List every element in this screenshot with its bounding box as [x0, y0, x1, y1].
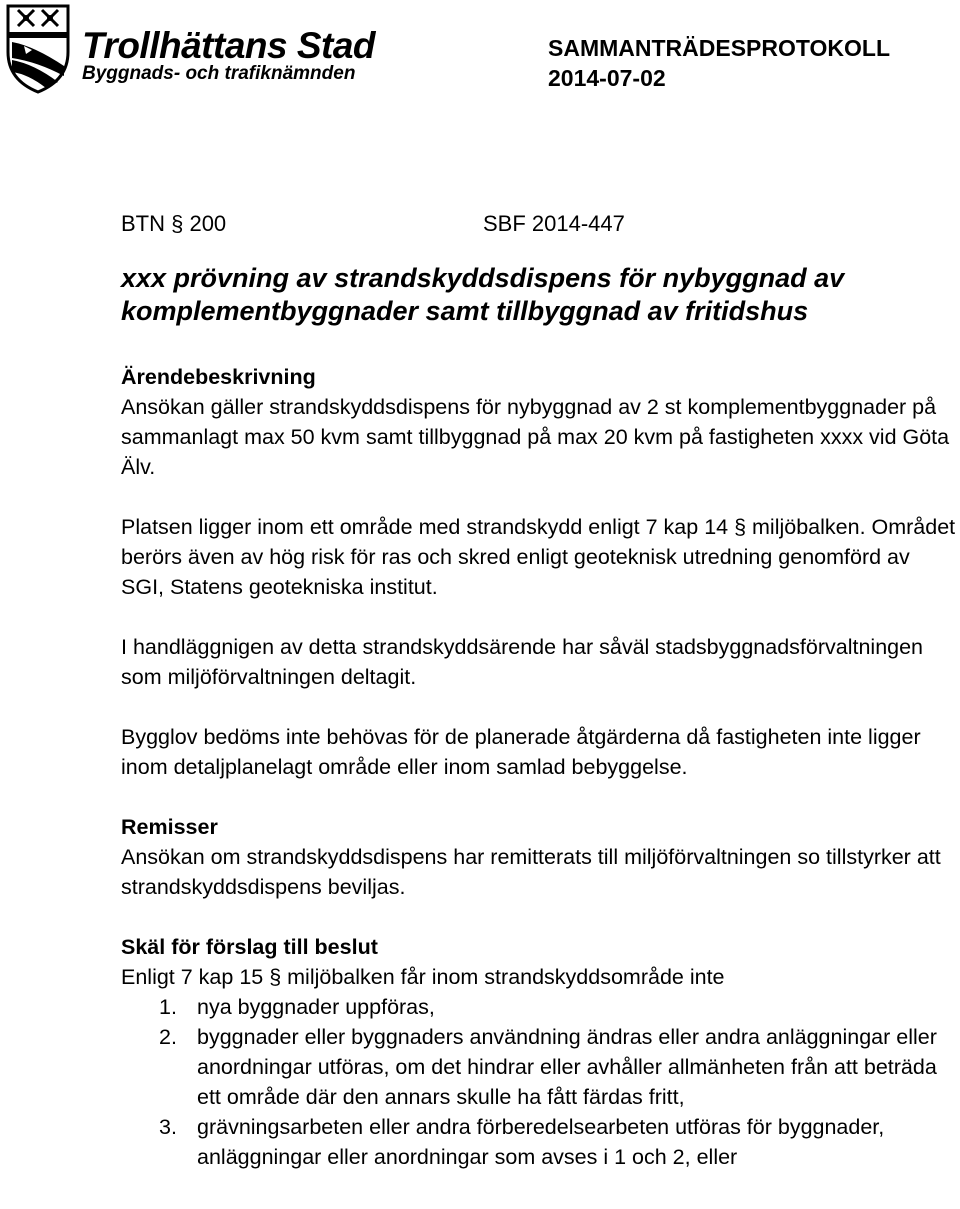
list-item — [121, 1112, 957, 1172]
document-body — [121, 362, 957, 1172]
coat-of-arms-icon — [4, 2, 72, 94]
list-item-number: 3. — [159, 1115, 177, 1139]
section-heading-remisser: Remisser — [121, 815, 218, 839]
numbered-list — [121, 992, 957, 1172]
case-number: BTN § 200 — [121, 211, 227, 236]
list-item-number: 1. — [159, 995, 177, 1019]
case-reference: SBF 2014-447 — [483, 211, 625, 236]
paragraph: Bygglov bedöms inte behövas för de planerade åtgärderna då fastigheten inte ligger inom detaljplanelagt område eller inom samlad bebyggelse. — [121, 725, 921, 779]
paragraph: Ansökan gäller strandskyddsdispens för nybyggnad av 2 st komplementbyggnader på sammanlagt max 50 kvm samt tillbyggnad på max 20 kvm på fastigheten xxxx vid Göta Älv. — [121, 395, 950, 479]
document-type: SAMMANTRÄDESPROTOKOLL — [548, 35, 891, 61]
list-item — [121, 1022, 957, 1112]
paragraph: Platsen ligger inom ett område med strandskydd enligt 7 kap 14 § miljöbalken. Området berörs även av hög risk för ras och skred enligt geoteknisk utredning genomförd av SGI, Statens geotekniska institut. — [121, 515, 956, 599]
list-item-number: 2. — [159, 1025, 177, 1049]
list-item — [121, 992, 957, 1022]
case-title: xxx prövning av strandskyddsdispens för nybyggnad av komplementbyggnader samt tillbyggnad av fritidshus — [121, 263, 845, 326]
paragraph: Ansökan om strandskyddsdispens har remitterats till miljöförvaltningen so tillstyrker att strandskyddsdispens beviljas. — [121, 845, 941, 899]
list-item-text: byggnader eller byggnaders användning ändras eller andra anläggningar eller anordningar utföras, om det hindrar eller avhåller allmänheten från att beträda ett område där den annars skulle ha fått färdas fritt, — [197, 1025, 937, 1109]
document-date: 2014-07-02 — [548, 65, 666, 91]
paragraph: I handläggnigen av detta strandskyddsärende har såväl stadsbyggnadsförvaltningen som miljöförvaltningen deltagit. — [121, 635, 924, 689]
list-item-text: nya byggnader uppföras, — [197, 995, 435, 1019]
paragraph: Enligt 7 kap 15 § miljöbalken får inom strandskyddsområde inte — [121, 965, 725, 989]
section-heading-skal: Skäl för förslag till beslut — [121, 935, 378, 959]
department-name: Byggnads- och trafiknämnden — [82, 63, 356, 84]
section-heading-arendebeskrivning: Ärendebeskrivning — [121, 365, 316, 389]
org-name: Trollhättans Stad — [82, 25, 376, 66]
list-item-text: grävningsarbeten eller andra förberedelsearbeten utföras för byggnader, anläggningar eller anordningar som avses i 1 och 2, eller — [197, 1115, 885, 1169]
case-line — [121, 210, 625, 238]
